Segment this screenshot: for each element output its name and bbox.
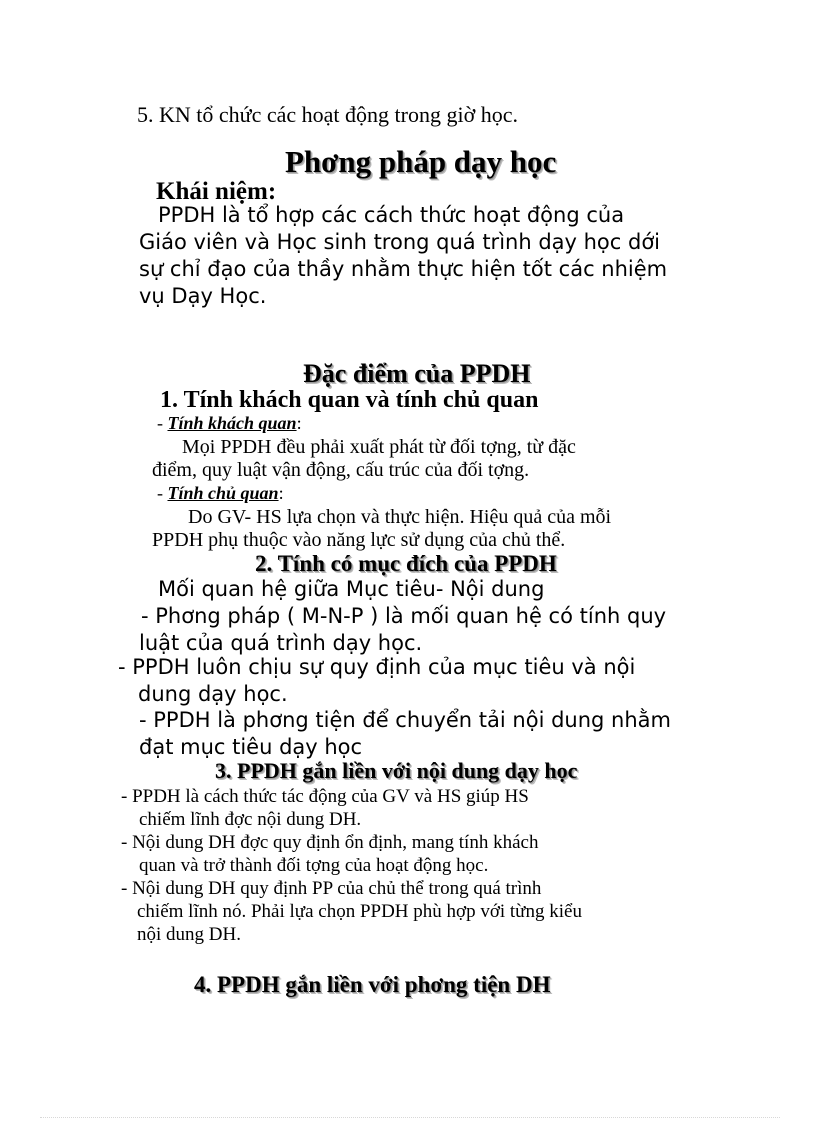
section-2-heading: 2. Tính có mục đích của PPDH [255, 551, 557, 576]
objective-label: Tính khách quan [167, 413, 297, 433]
section-2-line: đạt mục tiêu dạy học [139, 735, 363, 759]
concept-heading: Khái niệm: [156, 178, 277, 205]
section-2-line: dung dạy học. [138, 682, 288, 706]
section-3-line: chiếm lĩnh đợc nội dung DH. [139, 809, 362, 830]
subjective-line: Do GV- HS lựa chọn và thực hiện. Hiệu quả của mỗi [188, 506, 612, 528]
concept-line: Giáo viên và Học sinh trong quá trình dạy học dới [139, 230, 661, 254]
section-4-heading: 4. PPDH gắn liền với phơng tiện DH [194, 972, 551, 997]
concept-line: sự chỉ đạo của thầy nhằm thực hiện tốt các nhiệm [139, 257, 668, 281]
section-3-line: chiếm lĩnh nó. Phải lựa chọn PPDH phù hợp với từng kiểu [137, 901, 582, 922]
section-2-line: - PPDH là phơng tiện để chuyển tải nội dung nhằm [139, 708, 671, 732]
section-3-line: quan và trở thành đối tợng của hoạt động học. [139, 855, 489, 876]
subjective-line: PPDH phụ thuộc vào năng lực sử dụng của chủ thể. [152, 529, 566, 551]
features-heading: Đặc điểm của PPDH [303, 359, 531, 388]
section-2-line: Mối quan hệ giữa Mục tiêu- Nội dung [158, 577, 545, 601]
page-bottom-rule [40, 1117, 780, 1118]
section-3-line: nội dung DH. [137, 924, 241, 945]
section-2-line: luật của quá trình dạy học. [139, 631, 423, 655]
section-3-heading: 3. PPDH gắn liền với nội dung dạy học [215, 758, 578, 783]
objective-line: điểm, quy luật vận động, cấu trúc của đối tợng. [152, 459, 530, 481]
dash-marker: - [157, 413, 168, 433]
subjective-label: Tính chủ quan [167, 483, 279, 503]
dash-marker: - [157, 483, 168, 503]
page-title: Phơng pháp dạy học [285, 144, 557, 179]
concept-line: PPDH là tổ hợp các cách thức hoạt động của [158, 203, 625, 227]
colon: : [278, 483, 284, 503]
section-3-line: - Nội dung DH quy định PP của chủ thể trong quá trình [121, 878, 542, 899]
objective-label-line [157, 414, 302, 432]
objective-line: Mọi PPDH đều phải xuất phát từ đối tợng, từ đặc [182, 436, 576, 458]
subjective-label-line [157, 484, 284, 502]
section-2-line: - PPDH luôn chịu sự quy định của mục tiêu và nội [118, 655, 636, 679]
section-1-heading: 1. Tính khách quan và tính chủ quan [160, 387, 539, 413]
section-2-line: - Phơng pháp ( M-N-P ) là mối quan hệ có tính quy [141, 604, 667, 628]
section-3-line: - Nội dung DH đợc quy định ổn định, mang tính khách [121, 832, 539, 853]
intro-line: 5. KN tổ chức các hoạt động trong giờ học. [137, 102, 518, 127]
concept-line: vụ Dạy Học. [139, 284, 267, 308]
colon: : [296, 413, 302, 433]
section-3-line: - PPDH là cách thức tác động của GV và HS giúp HS [121, 786, 529, 807]
